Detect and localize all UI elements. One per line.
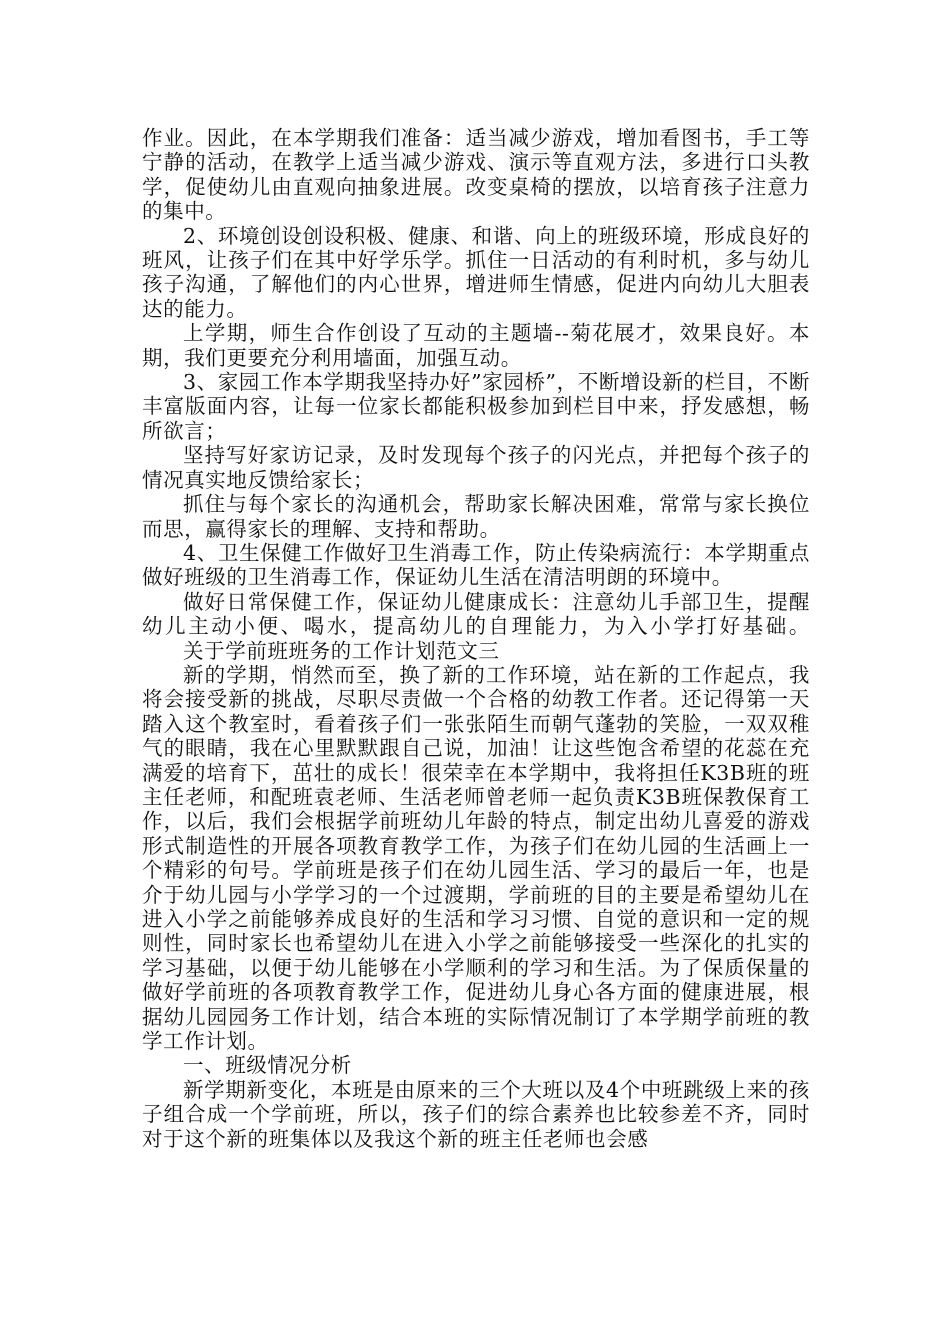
paragraph-2: 2、环境创设创设积极、健康、和谐、向上的班级环境，形成良好的班风，让孩子们在其中好学乐学。抓住一日活动的有利时机，多与幼儿孩子沟通，了解他们的内心世界，增进师生情感，促进内向幼儿大胆表达的能力。 — [142, 223, 810, 321]
section-title: 关于学前班班务的工作计划范文三 — [183, 638, 500, 663]
paragraph-7: 4、卫生保健工作做好卫生消毒工作，防止传染病流行：本学期重点做好班级的卫生消毒工作，保证幼儿生活在清洁明朗的环境中。 — [142, 540, 810, 590]
paragraph-11: 新学期新变化，本班是由原来的三个大班以及4个中班跳级上来的孩子组合成一个学前班，所以，孩子们的综合素养也比较参差不齐，同时对于这个新的班集体以及我这个新的班主任老师也会感 — [142, 1077, 810, 1151]
paragraph-9: 新的学期，悄然而至，换了新的工作环境，站在新的工作起点，我将会接受新的挑战，尽职尽责做一个合格的幼教工作者。还记得第一天踏入这个教室时，看着孩子们一张张陌生而朝气蓬勃的笑脸，一双双稚气的眼睛，我在心里默默跟自己说，加油！让这些饱含希望的花蕊在充满爱的培育下，茁壮的成长！很荣幸在本学期中，我将担任K3B班的班主任老师，和配班袁老师、生活老师曾老师一起负责K3B班保教保育工作，以后，我们会根据学前班幼儿年龄的特点，制定出幼儿喜爱的游戏形式制造性的开展各项教育教学工作，为孩子们在幼儿园的生活画上一个精彩的句号。学前班是孩子们在幼儿园生活、学习的最后一年，也是介于幼儿园与小学学习的一个过渡期，学前班的目的主要是希望幼儿在进入小学之前能够养成良好的生活和学习习惯、自觉的意识和一定的规则性，同时家长也希望幼儿在进入小学之前能够接受一些深化的扎实的学习基础，以便于幼儿能够在小学顺利的学习和生活。为了保质保量的做好学前班的各项教育教学工作，促进幼儿身心各方面的健康进展，根据幼儿园园务工作计划，结合本班的实际情况制订了本学期学前班的教学工作计划。 — [142, 662, 810, 1054]
section-heading-class-analysis: 一、班级情况分析 — [183, 1053, 352, 1078]
paragraph-1: 作业。因此，在本学期我们准备：适当减少游戏，增加看图书，手工等宁静的活动，在教学上适当减少游戏、演示等直观方法，多进行口头教学，促使幼儿由直观向抽象进展。改变桌椅的摆放，以培育孩子注意力的集中。 — [142, 126, 810, 224]
paragraph-8-text: 做好日常保健工作，保证幼儿健康成长：注意幼儿手部卫生，提醒幼儿主动小便、喝水，提高幼儿的自理能力，为入小学打好基础。 — [142, 589, 810, 639]
paragraph-3: 上学期，师生合作创设了互动的主题墙--菊花展才，效果良好。本期，我们更要充分利用墙面，加强互动。 — [142, 321, 810, 370]
paragraph-6: 抓住与每个家长的沟通机会，帮助家长解决困难，常常与家长换位而思，赢得家长的理解、支持和帮助。 — [142, 492, 810, 541]
paragraph-8 — [142, 590, 810, 663]
paragraph-5: 坚持写好家访记录，及时发现每个孩子的闪光点，并把每个孩子的情况真实地反馈给家长； — [142, 443, 810, 492]
paragraph-4: 3、家园工作本学期我坚持办好”家园桥”，不断增设新的栏目，不断丰富版面内容，让每一位家长都能积极参加到栏目中来，抒发感想，畅所欲言； — [142, 370, 810, 443]
document-body — [142, 126, 810, 1151]
